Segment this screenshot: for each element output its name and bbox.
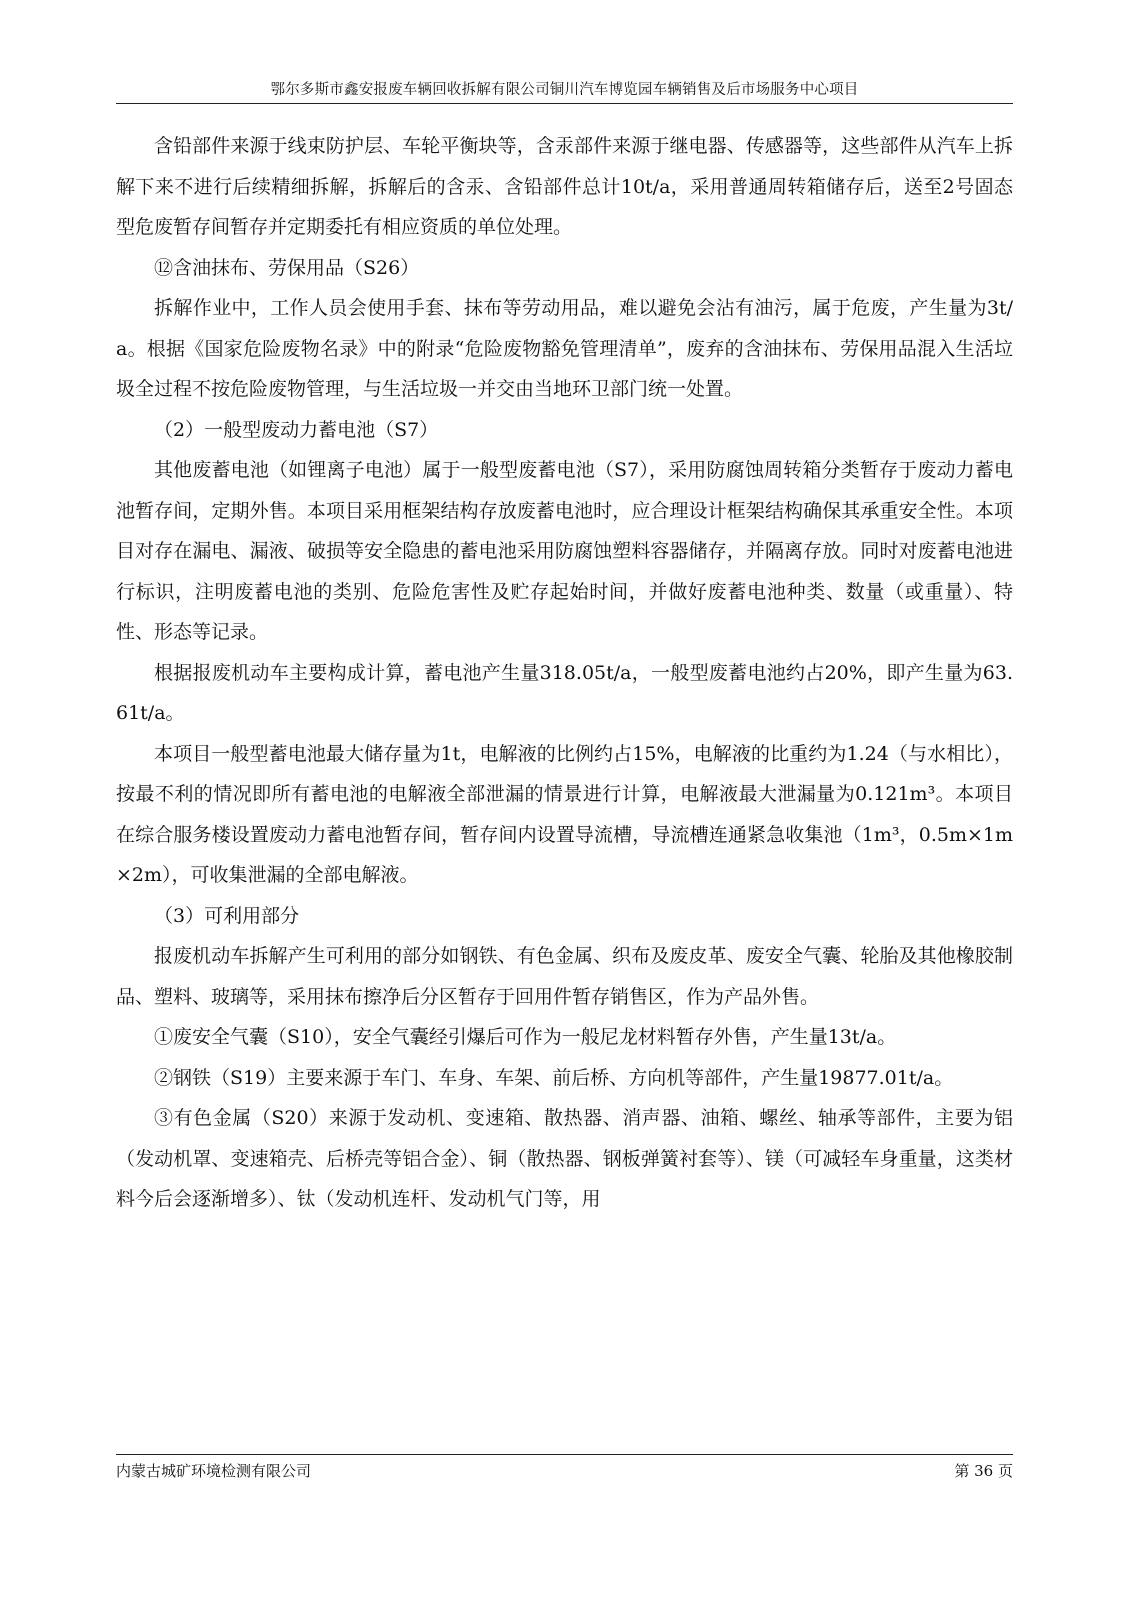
section-heading-battery: （2）一般型废动力蓄电池（S7） [154,418,439,441]
paragraph-oily-rags: 拆解作业中，工作人员会使用手套、抹布等劳动用品，难以避免会沾有油污，属于危废，产生量为3t/a。根据《国家危险废物名录》中的附录“危险废物豁免管理清单”，废弃的含油抹布、劳保用品混入生活垃圾全过程不按危险废物管理，与生活垃圾一并交由当地环卫部门统一处置。 [116,297,1013,400]
paragraph-battery-amount: 根据报废机动车主要构成计算，蓄电池产生量318.05t/a，一般型废蓄电池约占20%，即产生量为63.61t/a。 [116,661,1013,724]
section-heading-reusable: （3）可利用部分 [154,904,300,927]
footer-page-number: 第 36 页 [954,1462,1013,1480]
item-nonferrous-metal: ③有色金属（S20）来源于发动机、变速箱、散热器、消声器、油箱、螺丝、轴承等部件，主要为铝（发动机罩、变速箱壳、后桥壳等铝合金）、铜（散热器、钢板弹簧衬套等）、镁（可减轻车身重量，这类材料今后会逐渐增多）、钛（发动机连杆、发动机气门等，用 [116,1107,1013,1210]
paragraph-battery-storage: 其他废蓄电池（如锂离子电池）属于一般型废蓄电池（S7），采用防腐蚀周转箱分类暂存于废动力蓄电池暂存间，定期外售。本项目采用框架结构存放废蓄电池时，应合理设计框架结构确保其承重安全性。本项目对存在漏电、漏液、破损等安全隐患的蓄电池采用防腐蚀塑料容器储存，并隔离存放。同时对废蓄电池进行标识，注明废蓄电池的类别、危险危害性及贮存起始时间，并做好废蓄电池种类、数量（或重量）、特性、形态等记录。 [116,459,1013,643]
item-airbag: ①废安全气囊（S10），安全气囊经引爆后可作为一般尼龙材料暂存外售，产生量13t/a。 [154,1026,897,1048]
header-divider [116,103,1013,104]
paragraph-reusable: 报废机动车拆解产生可利用的部分如钢铁、有色金属、织布及废皮革、废安全气囊、轮胎及其他橡胶制品、塑料、玻璃等，采用抹布擦净后分区暂存于回用件暂存销售区，作为产品外售。 [116,945,1013,1008]
footer-divider [116,1454,1013,1455]
page-header-title: 鄂尔多斯市鑫安报废车辆回收拆解有限公司铜川汽车博览园车辆销售及后市场服务中心项目 [270,82,859,98]
item-steel: ②钢铁（S19）主要来源于车门、车身、车架、前后桥、方向机等部件，产生量19877.01t/a。 [154,1066,954,1089]
footer-company: 内蒙古城矿环境检测有限公司 [116,1462,312,1480]
document-body [116,126,1013,1220]
paragraph-electrolyte: 本项目一般型蓄电池最大储存量为1t，电解液的比例约占15%，电解液的比重约为1.24（与水相比），按最不利的情况即所有蓄电池的电解液全部泄漏的情景进行计算，电解液最大泄漏量为0.121m³。本项目在综合服务楼设置废动力蓄电池暂存间，暂存间内设置导流槽，导流槽连通紧急收集池（1m³，0.5m×1m×2m），可收集泄漏的全部电解液。 [116,742,1013,886]
item-heading-oily-rags: ⑫含油抹布、劳保用品（S26） [154,256,420,279]
paragraph-lead-mercury: 含铅部件来源于线束防护层、车轮平衡块等，含汞部件来源于继电器、传感器等，这些部件从汽车上拆解下来不进行后续精细拆解，拆解后的含汞、含铅部件总计10t/a，采用普通周转箱储存后，送至2号固态型危废暂存间暂存并定期委托有相应资质的单位处理。 [116,135,1013,238]
